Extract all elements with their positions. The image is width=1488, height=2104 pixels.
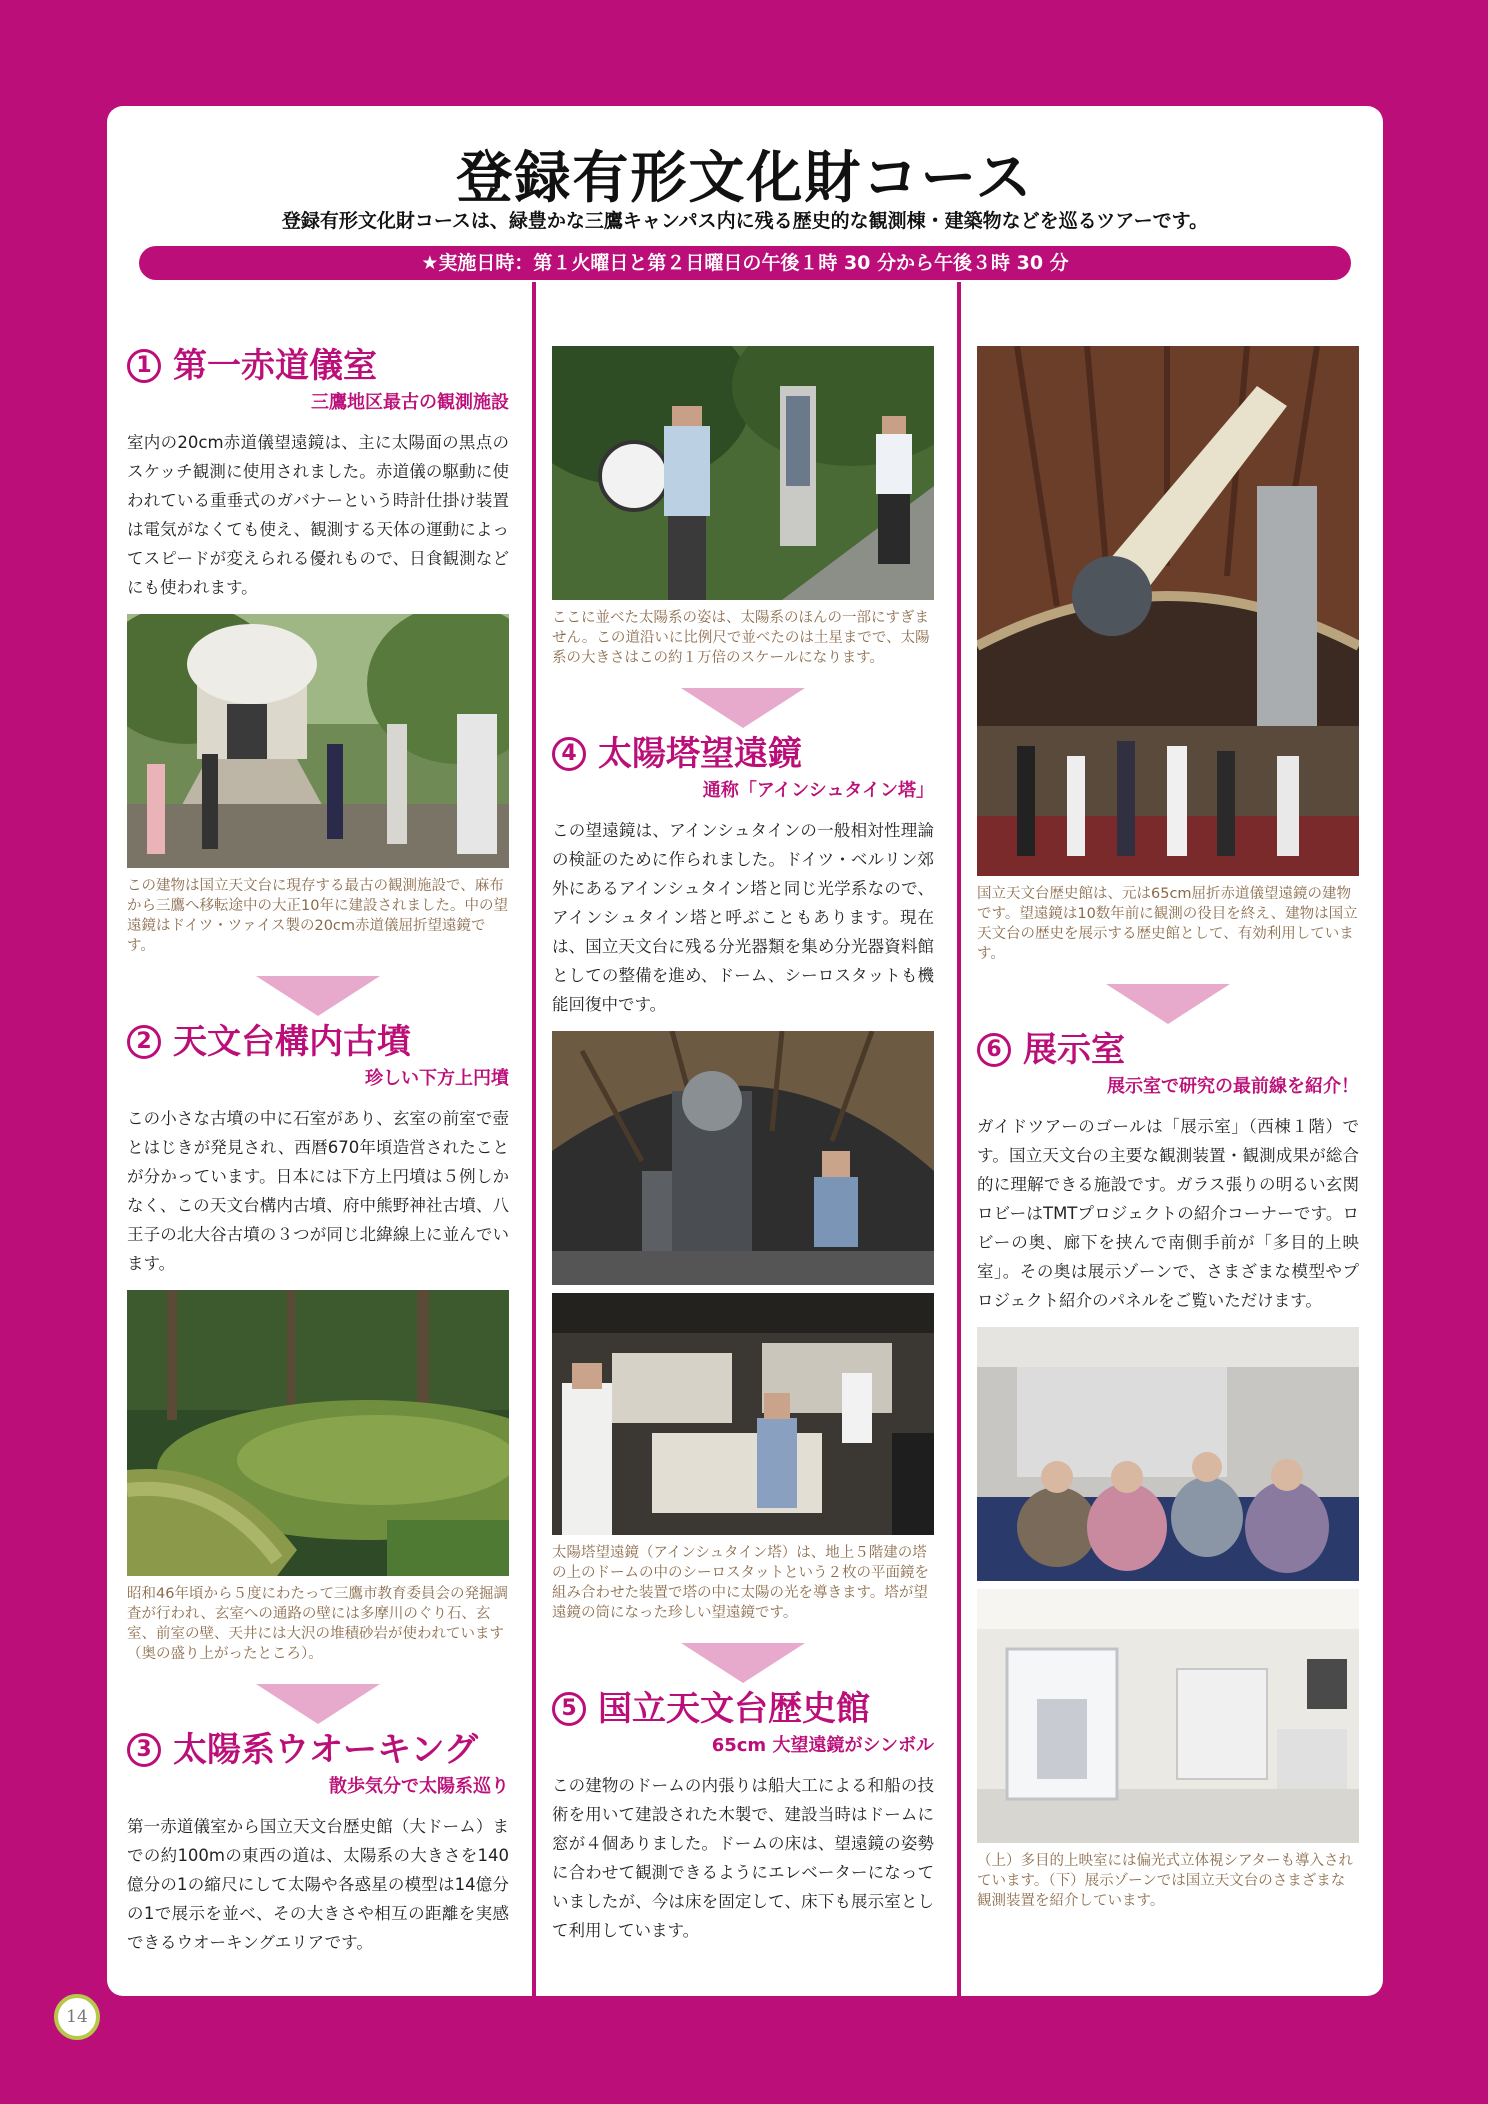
down-arrow <box>681 688 805 728</box>
section-5 <box>552 1689 934 1945</box>
section-body: この建物のドームの内張りは船大工による和船の技術を用いて建設された木製で、建設当時はドームに窓が４個ありました。ドームの床は、望遠鏡の姿勢に合わせて観測できるようにエレベーターになっていましたが、今は床を固定して、床下も展示室として利用しています。 <box>552 1776 934 1940</box>
column-divider <box>957 282 961 1996</box>
column-divider <box>532 282 536 1996</box>
column-1 <box>127 282 509 1957</box>
section-1 <box>127 346 509 956</box>
down-arrow <box>681 1643 805 1683</box>
section-6 <box>977 1030 1359 1911</box>
section-subtitle: 三鷹地区最古の観測施設 <box>311 392 509 413</box>
section-number: 6 <box>977 1033 1011 1067</box>
down-arrow <box>256 1684 380 1724</box>
photo-65cm-telescope-dome <box>977 346 1359 876</box>
photo-caption: 昭和46年頃から５度にわたって三鷹市教育委員会の発掘調査が行われ、玄室への通路の壁には多摩川のぐり石、玄室、前室の壁、天井には大沢の堆積砂岩が使われています（奥の盛り上がったところ）。 <box>127 1586 508 1662</box>
content-card <box>107 106 1383 1996</box>
section-number: 2 <box>127 1025 161 1059</box>
section-number: 3 <box>127 1733 161 1767</box>
section-body: 第一赤道儀室から国立天文台歴史館（大ドーム）までの約100mの東西の道は、太陽系の大きさを140億分の1の縮尺にして太陽や各惑星の模型は14億分の1で展示を並べ、その大きさや相互の距離を実感できるウオーキングエリアです。 <box>127 1817 509 1952</box>
photo-observatory-building <box>127 614 509 868</box>
photo-caption: 太陽塔望遠鏡（アインシュタイン塔）は、地上５階建の塔の上のドームの中のシーロスタットという２枚の平面鏡を組み合わせた装置で塔の中に太陽の光を導きます。塔が望遠鏡の筒になった珍しい望遠鏡です。 <box>552 1545 929 1621</box>
photo-ancient-tomb <box>127 1290 509 1576</box>
section-title: 国立天文台歴史館 <box>598 1689 870 1729</box>
page-number: 14 <box>54 1994 100 2040</box>
section-number: 4 <box>552 737 586 771</box>
photo-exhibition-zone <box>977 1589 1359 1843</box>
photo-tower-dome-interior <box>552 1031 934 1285</box>
section-subtitle: 通称「アインシュタイン塔」 <box>702 780 934 801</box>
section-body: 室内の20cm赤道儀望遠鏡は、主に太陽面の黒点のスケッチ観測に使用されました。赤道儀の駆動に使われている重垂式のガバナーという時計仕掛け装置は電気がなくても使え、観測する天体の運動によってスピードが変えられる優れもので、日食観測などにも使われます。 <box>127 433 509 597</box>
column-2 <box>552 282 934 1945</box>
photo-caption: 国立天文台歴史館は、元は65cm屈折赤道儀望遠鏡の建物です。望遠鏡は10数年前に観測の役目を終え、建物は国立天文台の歴史を展示する歴史館として、有効利用しています。 <box>977 886 1358 962</box>
page-subtitle: 登録有形文化財コースは、緑豊かな三鷹キャンパス内に残る歴史的な観測棟・建築物などを巡るツアーです。 <box>281 210 1209 232</box>
photo-solar-walk-guide <box>552 346 934 600</box>
photo-caption: （上）多目的上映室には偏光式立体視シアターも導入されています。（下）展示ゾーンでは国立天文台のさまざまな観測装置を紹介しています。 <box>977 1853 1353 1909</box>
section-body: ガイドツアーのゴールは「展示室」（西棟１階）です。国立天文台の主要な観測装置・観測成果が総合的に理解できる施設です。ガラス張りの明るい玄関ロビーはTMTプロジェクトの紹介コーナーです。ロビーの奥、廊下を挟んで南側手前が「多目的上映室」。その奥は展示ゾーンで、さまざまな模型やプロジェクト紹介のパネルをご覧いただけます。 <box>977 1117 1359 1310</box>
section-body: この望遠鏡は、アインシュタインの一般相対性理論の検証のために作られました。ドイツ・ベルリン郊外にあるアインシュタイン塔と同じ光学系なので、アインシュタイン塔と呼ぶこともあります。現在は、国立天文台に残る分光器類を集め分光器資料館としての整備を進め、ドーム、シーロスタットも機能回復中です。 <box>552 821 934 1014</box>
section-number: 1 <box>127 349 161 383</box>
section-3 <box>127 1730 509 1957</box>
section-2 <box>127 1022 509 1664</box>
section-title: 第一赤道儀室 <box>173 346 377 386</box>
column-3 <box>977 282 1359 1911</box>
photo-caption: この建物は国立天文台に現存する最古の観測施設で、麻布から三鷹へ移転途中の大正10年に建設されました。中の望遠鏡はドイツ・ツァイス製の20cm赤道儀屈折望遠鏡です。 <box>127 878 508 954</box>
down-arrow <box>1106 984 1230 1024</box>
section-number: 5 <box>552 1692 586 1726</box>
section-4 <box>552 734 934 1623</box>
page-title: 登録有形文化財コース <box>456 145 1034 211</box>
section-subtitle: 65cm 大望遠鏡がシンボル <box>711 1735 934 1756</box>
photo-caption: ここに並べた太陽系の姿は、太陽系のほんの一部にすぎません。この道沿いに比例尺で並べたのは土星までで、太陽系の大きさはこの約１万倍のスケールになります。 <box>552 610 930 666</box>
section-subtitle: 展示室で研究の最前線を紹介！ <box>1107 1076 1359 1097</box>
section-title: 太陽系ウオーキング <box>173 1730 478 1770</box>
section-title: 展示室 <box>1023 1030 1125 1070</box>
section-title: 天文台構内古墳 <box>173 1022 411 1062</box>
down-arrow <box>256 976 380 1016</box>
section-subtitle: 散歩気分で太陽系巡り <box>329 1776 509 1797</box>
schedule-banner: ★実施日時：第１火曜日と第２日曜日の午後１時 30 分から午後３時 30 分 <box>139 246 1351 280</box>
section-title: 太陽塔望遠鏡 <box>598 734 802 774</box>
photo-spectrograph-room <box>552 1293 934 1535</box>
photo-theater-room <box>977 1327 1359 1581</box>
section-body: この小さな古墳の中に石室があり、玄室の前室で壺とはじきが発見され、西暦670年頃造営されたことが分かっています。日本には下方上円墳は５例しかなく、この天文台構内古墳、府中熊野神社古墳、八王子の北大谷古墳の３つが同じ北緯線上に並んでいます。 <box>127 1109 509 1273</box>
section-subtitle: 珍しい下方上円墳 <box>365 1068 509 1089</box>
